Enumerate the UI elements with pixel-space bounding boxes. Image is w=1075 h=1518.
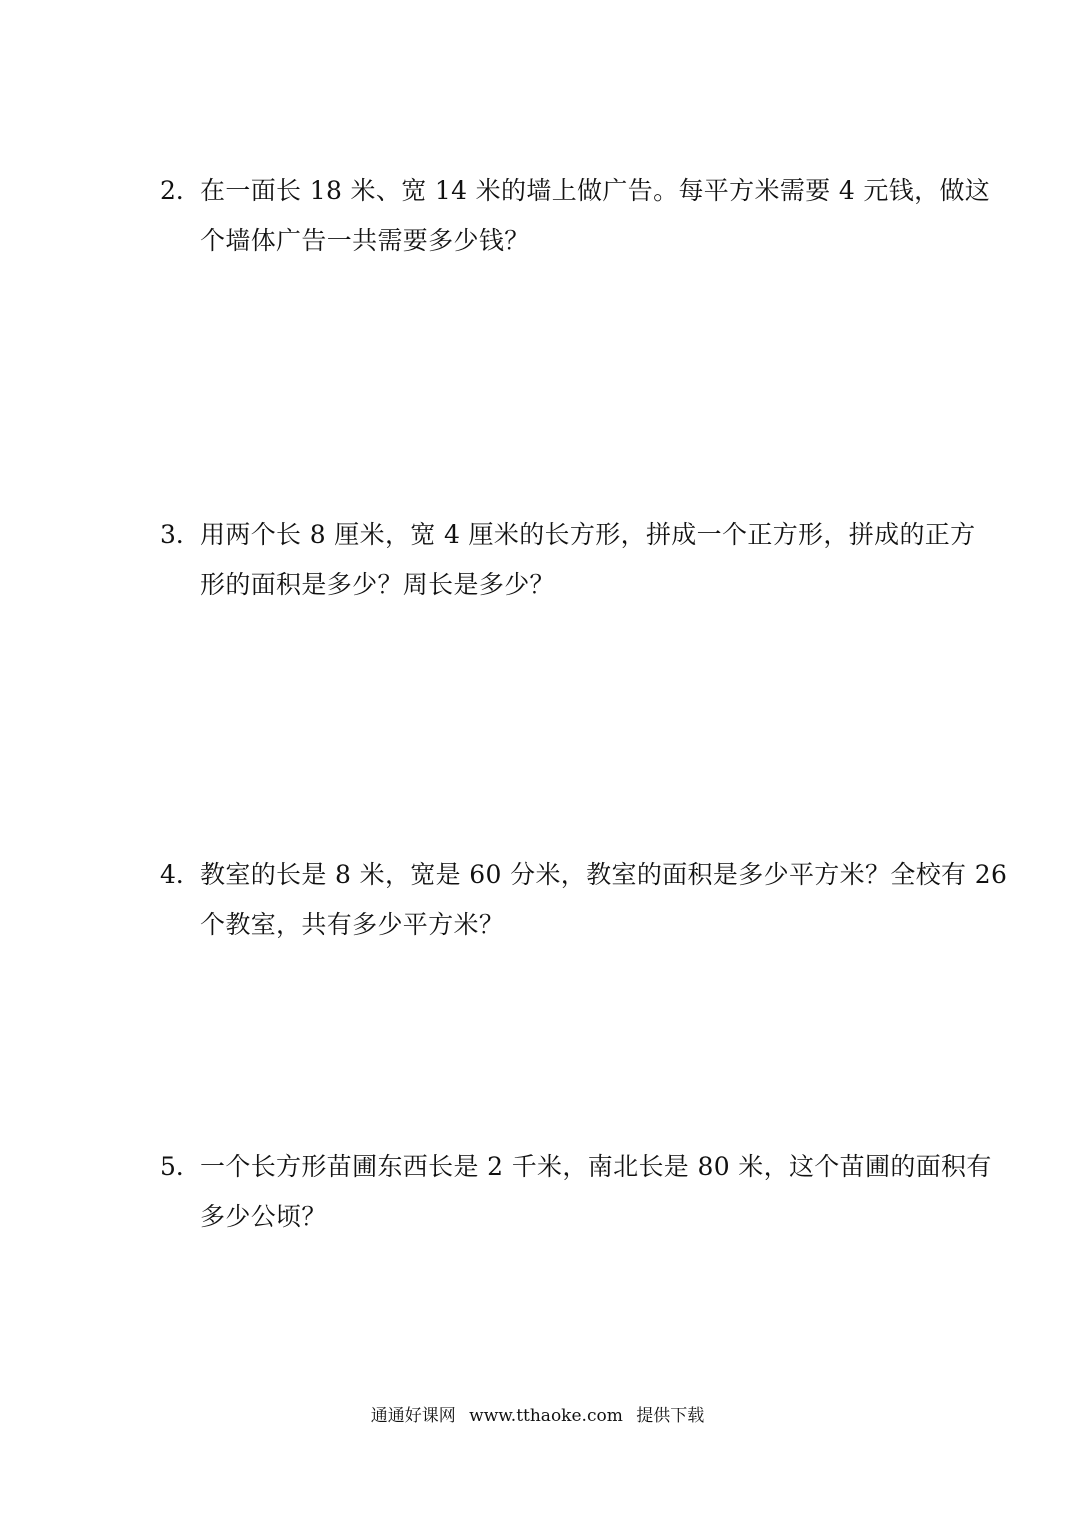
footer-suffix: 提供下载 (636, 1406, 705, 1426)
question-5-line-2 (160, 1202, 960, 1232)
page-footer (0, 1404, 1075, 1428)
question-3-text-2: 形的面积是多少？周长是多少？ (200, 570, 555, 599)
question-4-line-2 (160, 910, 960, 940)
question-5-text-2: 多少公顷？ (200, 1202, 327, 1231)
question-5-line-1 (160, 1152, 992, 1182)
question-3-line-2 (160, 570, 960, 600)
question-3 (160, 520, 976, 600)
question-2-text-1: 在一面长 18 米、宽 14 米的墙上做广告。每平方米需要 4 元钱，做这 (200, 176, 991, 205)
question-3-number: 3． (160, 520, 201, 549)
question-4 (160, 860, 1008, 940)
question-2-number: 2． (160, 176, 201, 205)
footer-site-name: 通通好课网 (370, 1406, 456, 1426)
question-4-text-1: 教室的长是 8 米，宽是 60 分米，教室的面积是多少平方米？全校有 26 (200, 860, 1008, 889)
question-4-text-2: 个教室，共有多少平方米？ (200, 910, 505, 939)
question-4-number: 4． (160, 860, 201, 889)
question-4-line-1 (160, 860, 1008, 890)
footer-url: www.tthaoke.com (469, 1406, 623, 1426)
question-5-text-1: 一个长方形苗圃东西长是 2 千米，南北长是 80 米，这个苗圃的面积有 (200, 1152, 992, 1181)
question-2-text-2: 个墙体广告一共需要多少钱？ (200, 226, 530, 255)
question-5-number: 5． (160, 1152, 201, 1181)
question-2-line-1 (160, 176, 991, 206)
question-3-text-1: 用两个长 8 厘米，宽 4 厘米的长方形，拼成一个正方形，拼成的正方 (200, 520, 976, 549)
question-2 (160, 176, 991, 256)
question-2-line-2 (160, 226, 960, 256)
question-5 (160, 1152, 992, 1232)
question-3-line-1 (160, 520, 976, 550)
